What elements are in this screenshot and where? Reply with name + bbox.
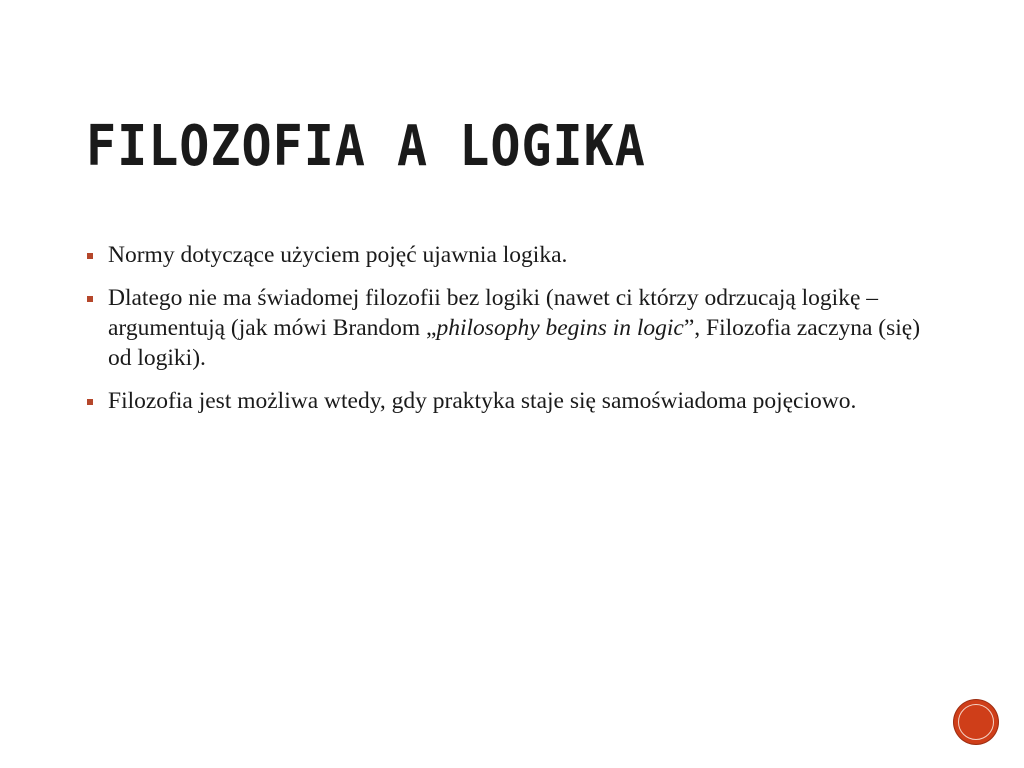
- bullet-item-2: [86, 283, 946, 373]
- square-bullet-icon: [87, 399, 93, 405]
- bullet-text: Filozofia jest możliwa wtedy, gdy praktyka staje się samoświadoma pojęciowo.: [108, 388, 857, 414]
- bullet-text-before: Dlatego nie ma świadomej filozofii bez logiki (nawet ci którzy odrzucają logikę – argumentują (jak mówi Brandom „: [108, 285, 879, 341]
- badge-ring: [958, 704, 994, 740]
- square-bullet-icon: [87, 253, 93, 259]
- bullet-item-1: [86, 240, 946, 270]
- slide-number-badge: [954, 700, 998, 744]
- bullet-list: [86, 240, 946, 429]
- bullet-text-italic-quote: philosophy begins in logic: [436, 315, 684, 341]
- bullet-text: Normy dotyczące użyciem pojęć ujawnia logika.: [108, 242, 568, 268]
- bullet-item-3: [86, 386, 946, 416]
- square-bullet-icon: [87, 296, 93, 302]
- bullet-text-after: ”, Filozofia zaczyna (się) od logiki).: [108, 315, 921, 371]
- slide-title: FILOZOFIA A LOGIKA: [86, 113, 646, 179]
